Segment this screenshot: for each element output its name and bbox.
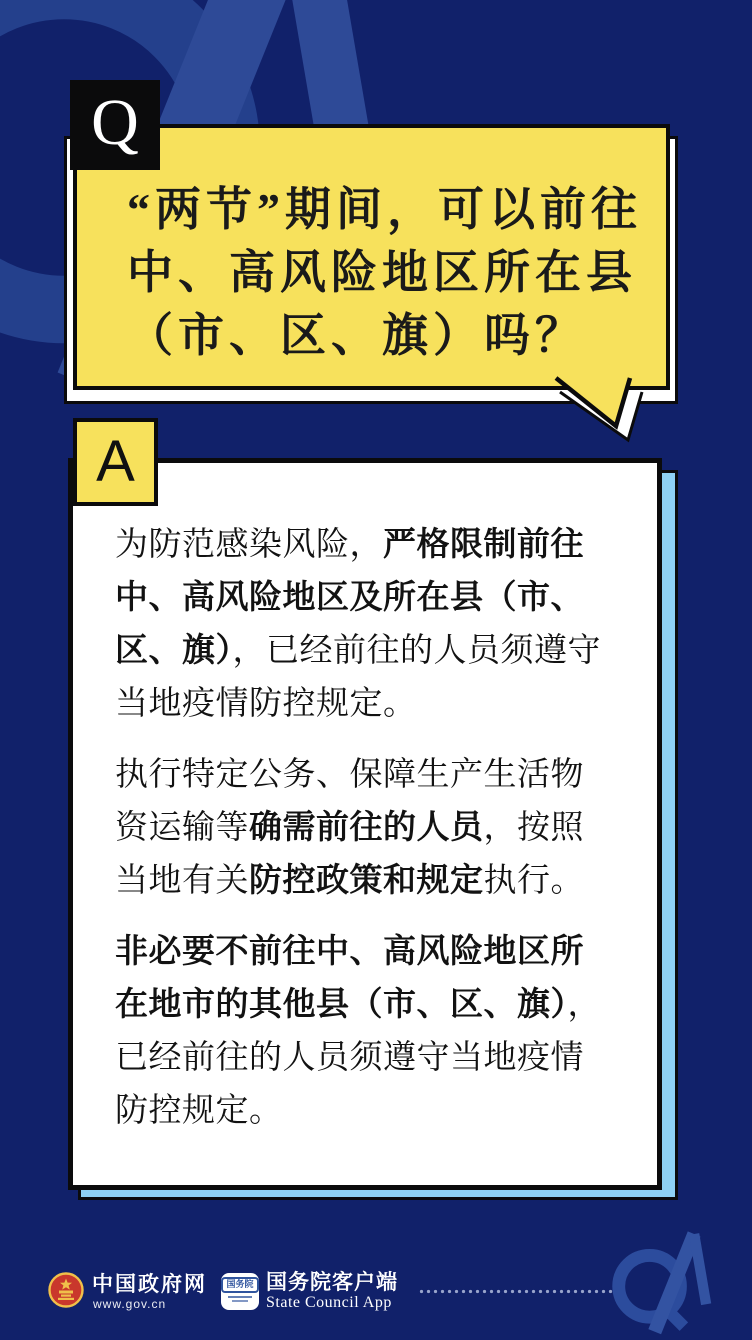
answer-paragraph: 非必要不前往中、高风险地区所在地市的其他县（市、区、旗），已经前往的人员须遵守当地疫情防控规定。 <box>115 932 601 1128</box>
state-council-app-subtitle: State Council App <box>266 1294 392 1311</box>
gov-site-title: 中国政府网 <box>92 1273 207 1296</box>
question-line: 中、高风险地区所在县 <box>127 247 637 298</box>
question-badge-letter: Q <box>91 86 139 159</box>
footer <box>0 1255 752 1325</box>
answer-card <box>68 458 662 1190</box>
question-line: （市、区、旗）吗？ <box>127 310 586 361</box>
dotted-divider <box>418 1289 614 1294</box>
speech-bubble-tail <box>540 356 660 448</box>
answer-badge <box>73 418 158 506</box>
question-line: “两节”期间，可以前往 <box>127 184 642 235</box>
state-council-app-icon <box>221 1273 259 1310</box>
answer-badge-letter: A <box>96 429 135 494</box>
state-council-app-title: 国务院客户端 <box>266 1271 398 1294</box>
app-icon-label: 国务院 <box>221 1277 258 1293</box>
answer-paragraph: 为防范感染风险，严格限制前往中、高风险地区及所在县（市、区、旗），已经前往的人员须遵守当地疫情防控规定。 <box>115 525 601 721</box>
question-bubble <box>73 124 670 390</box>
answer-paragraph: 执行特定公务、保障生产生活物资运输等确需前往的人员，按照当地有关防控政策和规定执行。 <box>115 755 584 898</box>
app-icon-detail-line <box>228 1296 252 1298</box>
gov-site-url: www.gov.cn <box>93 1297 167 1311</box>
national-emblem-icon <box>47 1271 85 1309</box>
question-badge <box>70 80 160 170</box>
app-icon-detail-line <box>232 1300 248 1302</box>
